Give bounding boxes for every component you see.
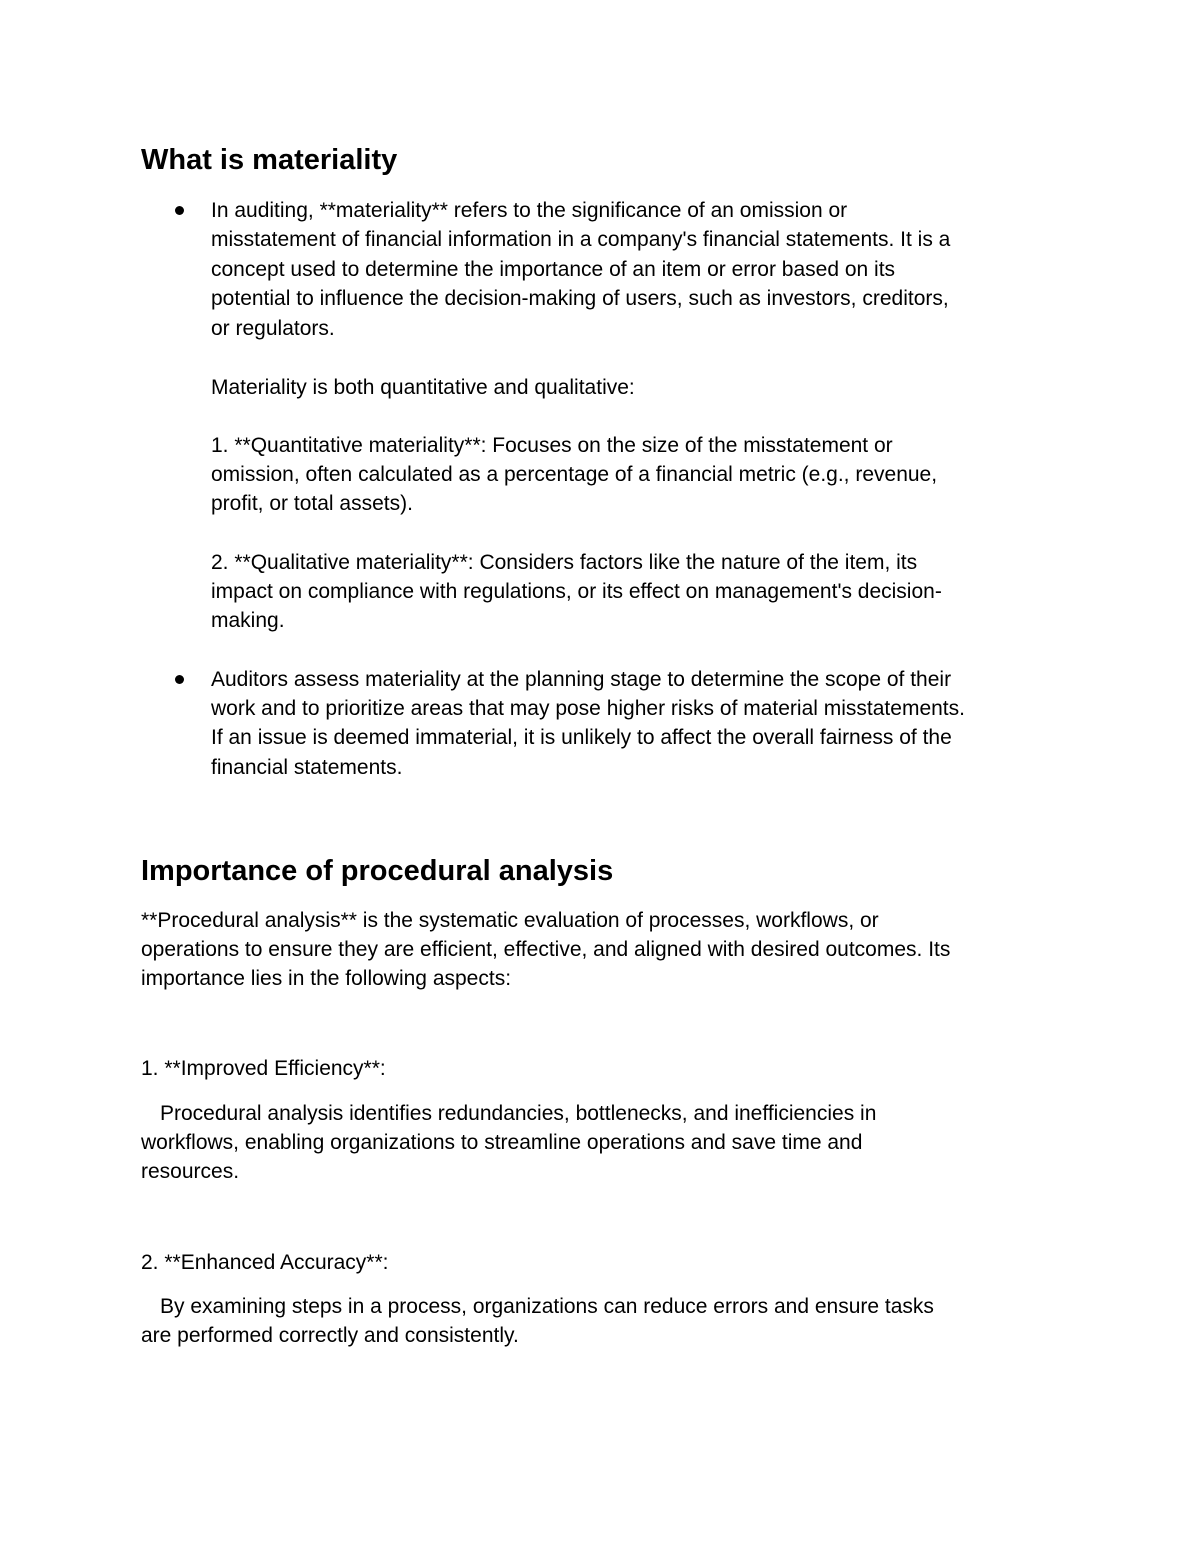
paragraph-line: making. (211, 609, 285, 632)
bullet-point (175, 675, 184, 684)
paragraph-line: financial statements. (211, 756, 403, 779)
paragraph-line: concept used to determine the importance of an item or error based on its (211, 258, 896, 281)
paragraph-line: potential to influence the decision-making of users, such as investors, creditors, (211, 287, 949, 310)
paragraph-line: Materiality is both quantitative and qualitative: (211, 376, 635, 399)
paragraph-line: omission, often calculated as a percentage of a financial metric (e.g., revenue, (211, 463, 938, 486)
list-item-title: 2. **Enhanced Accuracy**: (141, 1251, 389, 1274)
paragraph-line: profit, or total assets). (211, 492, 413, 515)
paragraph-line: work and to prioritize areas that may pose higher risks of material misstatements. (211, 697, 965, 720)
paragraph-line: misstatement of financial information in a company's financial statements. It is a (211, 228, 951, 251)
paragraph-line: operations to ensure they are efficient, effective, and aligned with desired outcomes. Its (141, 938, 951, 961)
paragraph-line: workflows, enabling organizations to streamline operations and save time and (141, 1131, 863, 1154)
list-item-title: 1. **Improved Efficiency**: (141, 1057, 386, 1080)
paragraph-line: importance lies in the following aspects: (141, 967, 512, 990)
paragraph-line: By examining steps in a process, organizations can reduce errors and ensure tasks (160, 1295, 934, 1318)
paragraph-line: impact on compliance with regulations, or its effect on management's decision- (211, 580, 942, 603)
paragraph-line: In auditing, **materiality** refers to the significance of an omission or (211, 199, 848, 222)
paragraph-line: resources. (141, 1160, 240, 1183)
section-heading-materiality: What is materiality (141, 144, 398, 176)
paragraph-line: Procedural analysis identifies redundancies, bottlenecks, and inefficiencies in (160, 1102, 877, 1125)
section-heading-procedural-analysis: Importance of procedural analysis (141, 855, 614, 887)
paragraph-line: If an issue is deemed immaterial, it is unlikely to affect the overall fairness of the (211, 726, 952, 749)
paragraph-line: 2. **Qualitative materiality**: Considers factors like the nature of the item, its (211, 551, 918, 574)
bullet-point (175, 206, 184, 215)
paragraph-line: are performed correctly and consistently. (141, 1324, 519, 1347)
paragraph-line: Auditors assess materiality at the planning stage to determine the scope of their (211, 668, 952, 691)
paragraph-line: **Procedural analysis** is the systematic evaluation of processes, workflows, or (141, 909, 879, 932)
paragraph-line: or regulators. (211, 317, 335, 340)
paragraph-line: 1. **Quantitative materiality**: Focuses on the size of the misstatement or (211, 434, 893, 457)
